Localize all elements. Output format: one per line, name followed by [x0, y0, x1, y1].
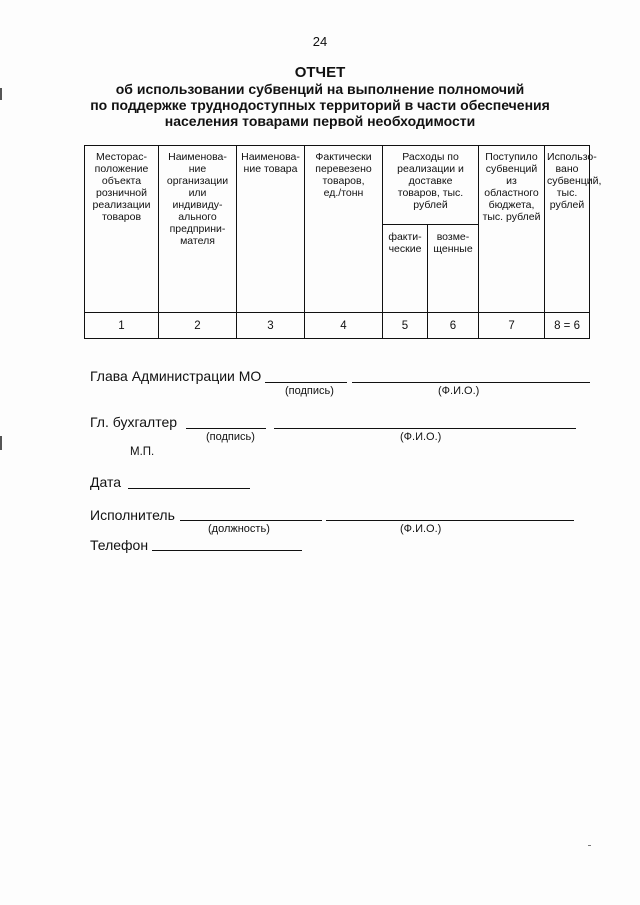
header-transported: Фактически перевезено товаров, ед./тонн: [305, 146, 383, 313]
page-number: 24: [312, 34, 328, 49]
date-label: Дата: [90, 474, 122, 490]
report-title: ОТЧЕТ: [294, 64, 346, 81]
header-subventions-used: Использо- вано субвенций, тыс. рублей: [545, 146, 590, 313]
header-product-name: Наименова- ние товара: [237, 146, 305, 313]
report-subtitle-line-1: об использовании субвенций на выполнение полномочий: [115, 81, 525, 97]
column-number: 8 = 6: [545, 313, 590, 339]
header-organization: Наименова- ние организации или индивиду- ального предприни- мателя: [159, 146, 237, 313]
scan-mark: [0, 88, 2, 100]
header-location: Месторас- положение объекта розничной реализации товаров: [85, 146, 159, 313]
head-name-caption: (Ф.И.О.): [438, 385, 480, 397]
head-label: Глава Администрации МО: [90, 368, 262, 384]
header-expenses-actual: факти- ческие: [383, 225, 428, 313]
column-number: 5: [383, 313, 428, 339]
column-number: 2: [159, 313, 237, 339]
head-sign-caption: (подпись): [285, 385, 334, 397]
report-table: [84, 145, 602, 339]
header-subventions-received: Поступило субвенций из областного бюджета, тыс. рублей: [479, 146, 545, 313]
accountant-signature-line[interactable]: [186, 428, 266, 429]
header-expenses-reimbursed: возме- щенные: [428, 225, 479, 313]
report-subtitle-line-3: населения товарами первой необходимости: [164, 113, 476, 129]
phone-label: Телефон: [90, 537, 149, 553]
executor-name-line[interactable]: [326, 520, 574, 521]
report-heading: [0, 64, 640, 129]
accountant-name-caption: (Ф.И.О.): [400, 431, 442, 443]
scan-mark: [0, 436, 2, 450]
stamp-label: М.П.: [130, 446, 155, 458]
head-signature-line[interactable]: [265, 382, 347, 383]
column-number: 3: [237, 313, 305, 339]
scan-dot: [588, 845, 591, 846]
executor-position-caption: (должность): [208, 523, 270, 535]
accountant-name-line[interactable]: [274, 428, 576, 429]
report-subtitle-line-2: по поддержке труднодоступных территорий в части обеспечения: [90, 97, 550, 113]
column-number: 1: [85, 313, 159, 339]
column-number-row: [85, 313, 590, 339]
column-number: 7: [479, 313, 545, 339]
executor-name-caption: (Ф.И.О.): [400, 523, 442, 535]
executor-position-line[interactable]: [180, 520, 322, 521]
executor-label: Исполнитель: [90, 507, 175, 523]
header-expenses-group: Расходы по реализации и доставке товаров, тыс. рублей: [383, 146, 479, 225]
head-name-line[interactable]: [352, 382, 590, 383]
column-number: 4: [305, 313, 383, 339]
accountant-label: Гл. бухгалтер: [90, 414, 178, 430]
date-line[interactable]: [128, 488, 250, 489]
column-number: 6: [428, 313, 479, 339]
accountant-sign-caption: (подпись): [206, 431, 255, 443]
phone-line[interactable]: [152, 550, 302, 551]
